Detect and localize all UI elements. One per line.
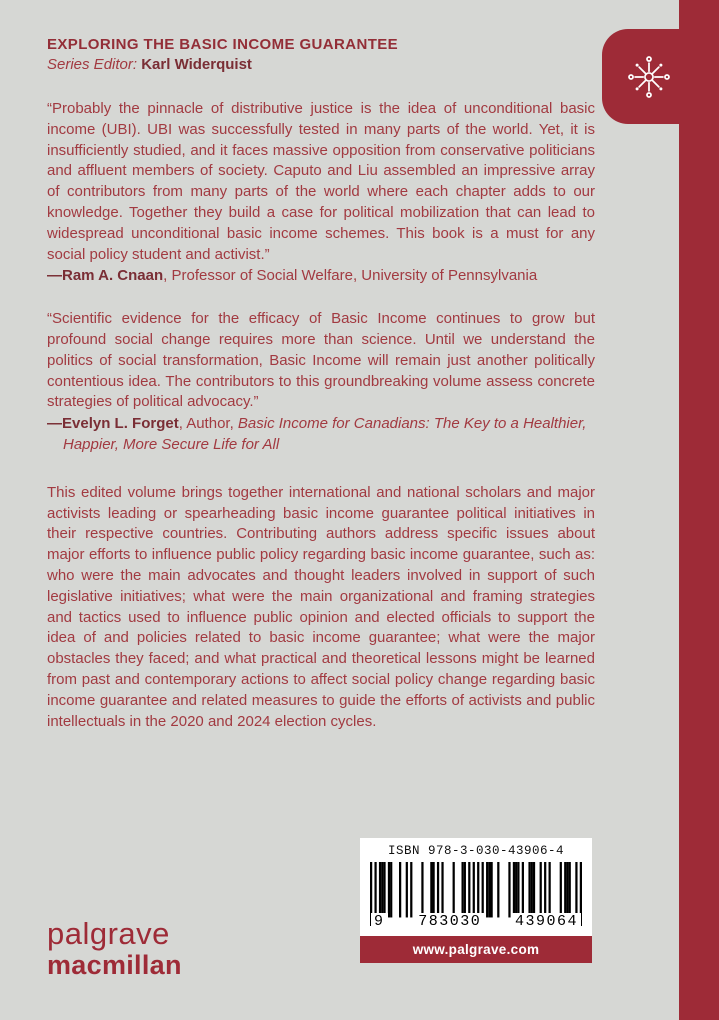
endorsement-quote-2: “Scientific evidence for the efficacy of Basic Income continues to grow but profound social change requires more than science. Until we understand the politics of social transformation, Basic Income will remain just another politically contentious idea. The contributors to this groundbreaking volume assess concrete strategies of political advocacy.” xyxy=(47,310,595,411)
endorsement-quote-1: “Probably the pinnacle of distributive justice is the idea of unconditional basic income (UBI). UBI was successfully tested in many parts of the world. Yet, it is insufficiently studied, and it faces massive opposition from conservative politicians and affluent members of society. Caputo and Liu assembled an impressive array of contributors from many parts of the world where each chapter adds to our knowledge. Together they build a case for political mobilization that can lead to widespread unconditional basic income schemes. This book is a must for any social policy student and activist.” xyxy=(47,100,595,263)
isbn-block xyxy=(360,838,592,963)
endorsement-attribution-1 xyxy=(47,266,595,287)
barcode-digit-group-2: 783030 xyxy=(415,913,484,930)
isbn-white-panel xyxy=(360,838,592,936)
logo-macmillan: macmillan xyxy=(47,950,182,980)
barcode-digit-group-3: 439064 xyxy=(512,913,581,930)
endorsed-book-title: Basic Income for Canadians: The Key to a Healthier, Happier, More Secure Life for All xyxy=(63,415,587,453)
side-strip xyxy=(679,0,719,1020)
logo-palgrave: palgrave xyxy=(47,916,170,951)
series-editor-label: Series Editor: xyxy=(47,56,138,73)
barcode-digits xyxy=(370,913,582,930)
series-emblem-tab xyxy=(602,29,719,124)
endorser-title-1: , Professor of Social Welfare, University of Pennsylvania xyxy=(163,267,538,285)
series-editor-line xyxy=(47,56,595,73)
series-title: EXPLORING THE BASIC INCOME GUARANTEE xyxy=(47,36,399,53)
series-editor-name: Karl Widerquist xyxy=(141,56,252,73)
endorser-title-2: , Author, xyxy=(178,415,238,433)
endorser-name-1: —Ram A. Cnaan xyxy=(47,267,164,285)
series-ornament-icon xyxy=(620,48,678,106)
book-description: This edited volume brings together international and national scholars and major activists leading or spearheading basic income guarantee political initiatives in their respective countries. Contributing authors address specific issues about major efforts to influence public policy regarding basic income guarantee, such as: who were the main advocates and thought leaders involved in support of such legislative initiatives; what were the main organizational and framing strategies and tactics used to influence public opinion and elected officials to support the idea of and policies related to basic income guarantee; what were the major obstacles they faced; and what practical and theoretical lessons might be learned from past and contemporary actions to affect social policy change regarding basic income guarantee and related measures to guide the efforts of activists and public intellectuals in the 2020 and 2024 election cycles. xyxy=(47,483,595,730)
back-cover-text-column xyxy=(47,36,595,732)
palgrave-macmillan-logo xyxy=(47,918,182,979)
website-banner: www.palgrave.com xyxy=(360,936,592,963)
barcode-digit-group-1: 9 xyxy=(371,913,388,930)
endorser-name-2: —Evelyn L. Forget xyxy=(47,415,179,433)
endorsement-attribution-2 xyxy=(47,414,595,456)
isbn-label: ISBN 978-3-030-43906-4 xyxy=(387,844,565,858)
